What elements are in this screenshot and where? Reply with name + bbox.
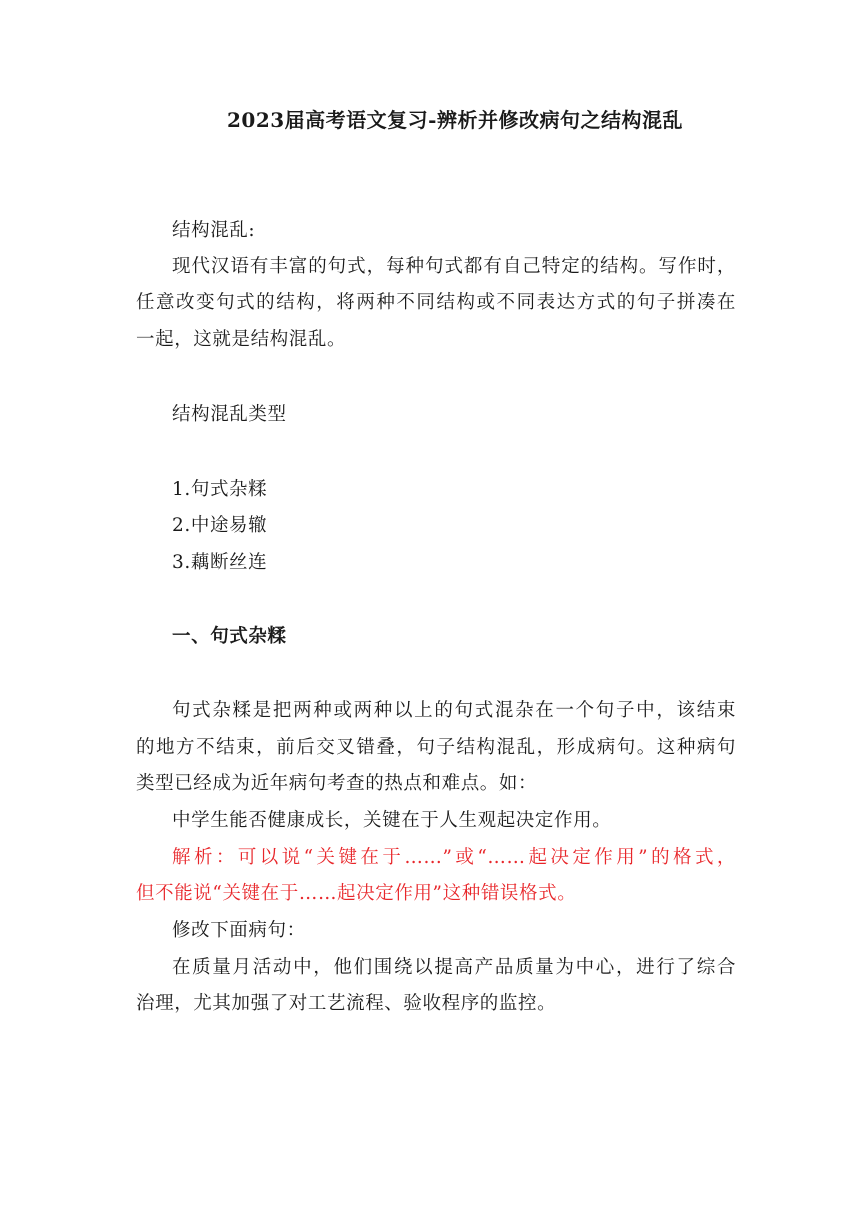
page-title: 2023届高考语文复习-辨析并修改病句之结构混乱 bbox=[227, 108, 683, 132]
definition-heading: 结构混乱: bbox=[172, 220, 256, 241]
section-description-line: 的地方不结束，前后交叉错叠，句子结构混乱，形成病句。这种病句 bbox=[136, 737, 736, 758]
section-description-line: 类型已经成为近年病句考查的热点和难点。如： bbox=[136, 773, 538, 794]
section-description-line: 句式杂糅是把两种或两种以上的句式混杂在一个句子中，该结束 bbox=[172, 700, 736, 721]
example-sentence: 中学生能否健康成长，关键在于人生观起决定作用。 bbox=[172, 810, 612, 831]
types-heading: 结构混乱类型 bbox=[172, 404, 287, 425]
analysis-line: 解析：可以说“关键在于……”或“……起决定作用”的格式， bbox=[172, 847, 736, 868]
definition-line: 现代汉语有丰富的句式，每种句式都有自己特定的结构。写作时， bbox=[172, 256, 736, 277]
analysis-line: 但不能说“关键在于……起决定作用”这种错误格式。 bbox=[136, 883, 577, 904]
type-item: 1.句式杂糅 bbox=[172, 479, 268, 500]
section-heading: 一、句式杂糅 bbox=[172, 626, 287, 647]
definition-line: 一起，这就是结构混乱。 bbox=[136, 329, 347, 350]
exercise-sentence-line: 在质量月活动中，他们围绕以提高产品质量为中心，进行了综合 bbox=[172, 957, 736, 978]
type-item: 3.藕断丝连 bbox=[172, 552, 268, 573]
definition-line: 任意改变句式的结构，将两种不同结构或不同表达方式的句子拼凑在 bbox=[136, 292, 736, 313]
exercise-prompt: 修改下面病句： bbox=[172, 920, 306, 941]
type-item: 2.中途易辙 bbox=[172, 515, 268, 536]
exercise-sentence-line: 治理，尤其加强了对工艺流程、验收程序的监控。 bbox=[136, 993, 557, 1014]
